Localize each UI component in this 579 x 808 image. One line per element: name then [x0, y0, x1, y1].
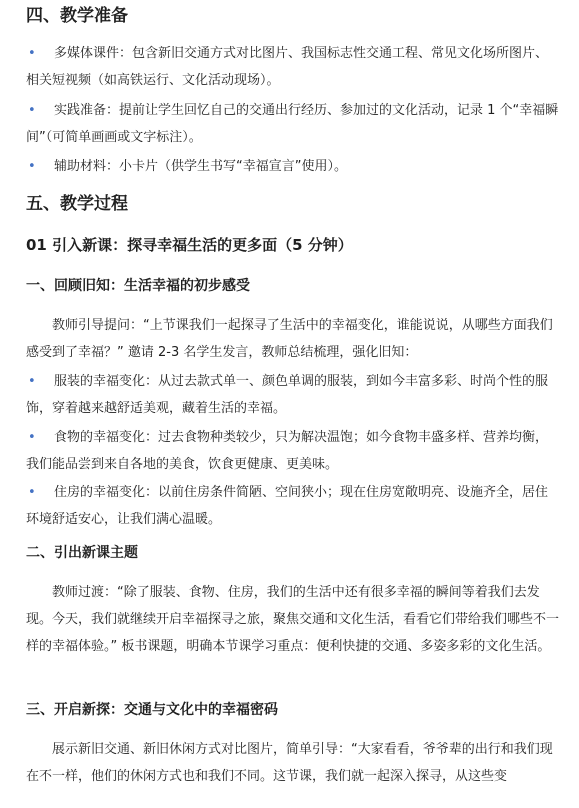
- bullet-icon: •: [28, 374, 36, 389]
- bullet-icon: •: [28, 430, 36, 445]
- paragraph: 教师引导提问：“上节课我们一起探寻了生活中的幸福变化，谁能说说，从哪些方面我们感受到了幸福？” 邀请 2-3 名学生发言，教师总结梳理，强化旧知：: [26, 318, 553, 360]
- list-item-text: 实践准备：提前让学生回忆自己的交通出行经历、参加过的文化活动，记录 1 个“幸福瞬间”（可简单画画或文字标注）。: [26, 103, 559, 145]
- section-4-heading: 四、教学准备: [26, 6, 128, 26]
- list-item: [26, 424, 560, 478]
- list-item: [26, 97, 560, 151]
- bullet-icon: •: [28, 485, 36, 500]
- list-item: [26, 153, 560, 180]
- list-item-text: 住房的幸福变化：以前住房条件简陋、空间狭小；现在住房宽敞明亮、设施齐全，居住环境舒适安心，让我们满心温暖。: [26, 485, 549, 527]
- list-item: [26, 368, 560, 422]
- section-5-heading: 五、教学过程: [26, 194, 128, 214]
- bullet-icon: •: [28, 159, 36, 174]
- subsection-1-heading: 一、回顾旧知：生活幸福的初步感受: [26, 278, 250, 294]
- subsection-3-heading: 三、开启新探：交通与文化中的幸福密码: [26, 702, 278, 718]
- list-item: [26, 479, 560, 533]
- subsection-2-heading: 二、引出新课主题: [26, 545, 138, 561]
- list-item-text: 食物的幸福变化：过去食物种类较少，只为解决温饱；如今食物丰盛多样、营养均衡，我们能品尝到来自各地的美食，饮食更健康、更美味。: [26, 430, 549, 472]
- list-item: [26, 40, 560, 94]
- bullet-icon: •: [28, 103, 36, 118]
- bullet-icon: •: [28, 46, 36, 61]
- step-heading: 01 引入新课：探寻幸福生活的更多面（5 分钟）: [26, 236, 353, 254]
- list-item-text: 辅助材料：小卡片（供学生书写“幸福宣言”使用）。: [54, 159, 347, 174]
- paragraph: 展示新旧交通、新旧休闲方式对比图片，简单引导：“大家看看，爷爷辈的出行和我们现在不一样，他们的休闲方式也和我们不同。这节课，我们就一起深入探寻，从这些变: [26, 742, 553, 784]
- paragraph: 教师过渡：“除了服装、食物、住房，我们的生活中还有很多幸福的瞬间等着我们去发现。今天，我们就继续开启幸福探寻之旅，聚焦交通和文化生活，看看它们带给我们哪些不一样的幸福体验。” 板书课题，明确本节课学习重点：便利快捷的交通、多姿多彩的文化生活。: [26, 585, 560, 654]
- list-item-text: 服装的幸福变化：从过去款式单一、颜色单调的服装，到如今丰富多彩、时尚个性的服饰，穿着越来越舒适美观，藏着生活的幸福。: [26, 374, 549, 416]
- list-item-text: 多媒体课件：包含新旧交通方式对比图片、我国标志性交通工程、常见文化场所图片、相关短视频（如高铁运行、文化活动现场）。: [26, 46, 549, 88]
